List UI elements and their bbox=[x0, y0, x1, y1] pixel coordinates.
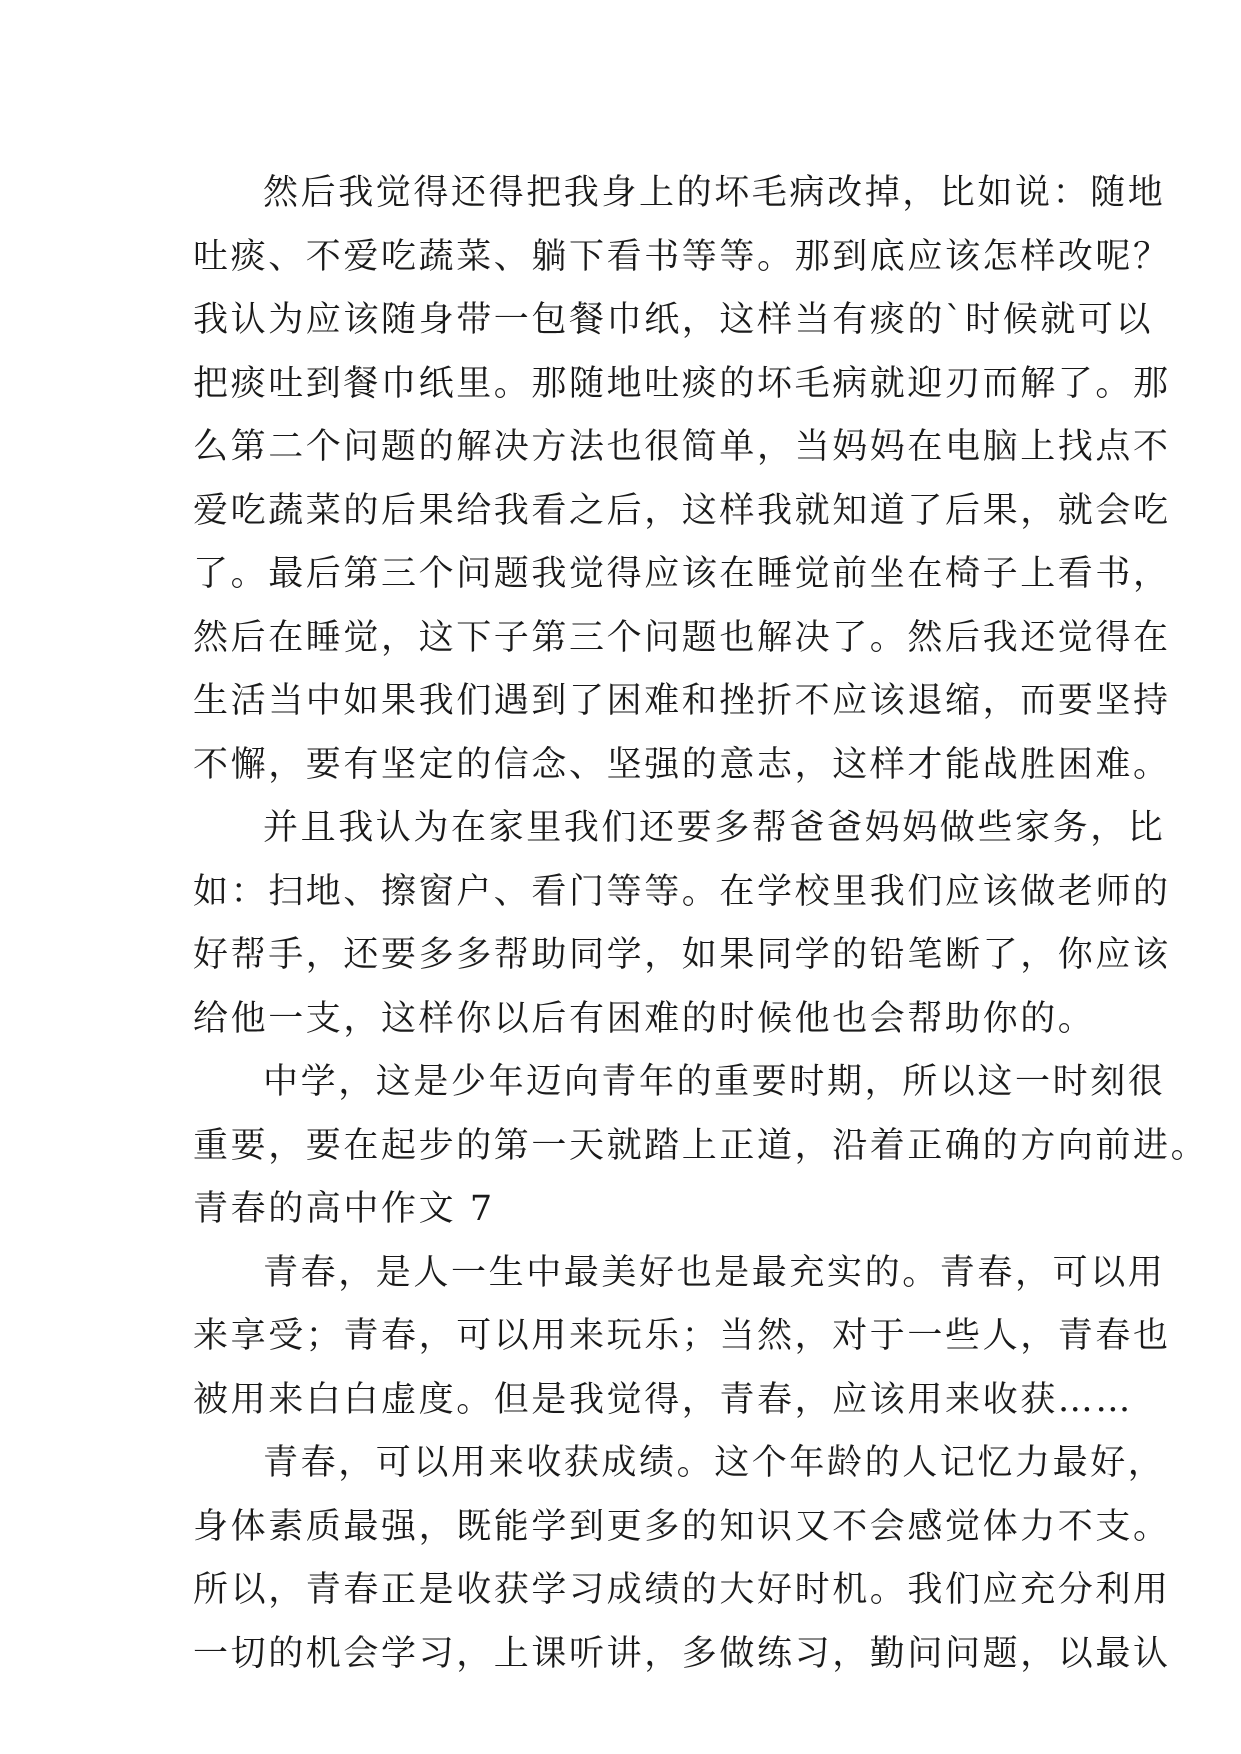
paragraph bbox=[193, 1051, 1209, 1178]
text-line: 给他一支，这样你以后有困难的时候他也会帮助你的。 bbox=[193, 998, 1096, 1039]
text-line: 来享受；青春，可以用来玩乐；当然，对于一些人，青春也 bbox=[193, 1316, 1171, 1356]
text-line: 把痰吐到餐巾纸里。那随地吐痰的坏毛病就迎刃而解了。那 bbox=[193, 363, 1171, 404]
section-heading: 青春的高中作文 7 bbox=[193, 1189, 495, 1229]
text-line: 被用来白白虚度。但是我觉得，青春，应该用来收获…… bbox=[193, 1379, 1134, 1420]
text-line: 好帮手，还要多多帮助同学，如果同学的铅笔断了，你应该 bbox=[193, 935, 1171, 975]
text-line: 么第二个问题的解决方法也很简单，当妈妈在电脑上找点不 bbox=[193, 427, 1171, 467]
text-line: 并且我认为在家里我们还要多帮爸爸妈妈做些家务，比 bbox=[263, 808, 1166, 848]
paragraph bbox=[193, 162, 1171, 797]
text-line: 青春，是人一生中最美好也是最充实的。青春，可以用 bbox=[263, 1252, 1166, 1293]
paragraph bbox=[193, 1432, 1171, 1686]
paragraph bbox=[193, 797, 1171, 1051]
text-line: 不懈，要有坚定的信念、坚强的意志，这样才能战胜困难。 bbox=[193, 744, 1171, 785]
text-line: 爱吃蔬菜的后果给我看之后，这样我就知道了后果，就会吃 bbox=[193, 490, 1171, 531]
paragraph bbox=[193, 1242, 1171, 1433]
text-line: 所以，青春正是收获学习成绩的大好时机。我们应充分利用 bbox=[193, 1570, 1171, 1610]
text-line: 中学，这是少年迈向青年的重要时期，所以这一时刻很 bbox=[263, 1062, 1166, 1102]
document-body bbox=[193, 162, 1209, 1686]
text-line: 生活当中如果我们遇到了困难和挫折不应该退缩，而要坚持 bbox=[193, 681, 1171, 721]
text-line: 我认为应该随身带一包餐巾纸，这样当有痰的`时候就可以 bbox=[193, 300, 1154, 340]
text-line: 然后我觉得还得把我身上的坏毛病改掉，比如说：随地 bbox=[263, 173, 1166, 213]
text-line: 了。最后第三个问题我觉得应该在睡觉前坐在椅子上看书， bbox=[193, 554, 1171, 594]
text-line: 吐痰、不爱吃蔬菜、躺下看书等等。那到底应该怎样改呢？ bbox=[193, 236, 1171, 277]
text-line: 然后在睡觉，这下子第三个问题也解决了。然后我还觉得在 bbox=[193, 617, 1171, 658]
text-line: 身体素质最强，既能学到更多的知识又不会感觉体力不支。 bbox=[193, 1506, 1171, 1547]
text-line: 重要，要在起步的第一天就踏上正道，沿着正确的方向前进。 bbox=[193, 1125, 1209, 1166]
text-line: 青春，可以用来收获成绩。这个年龄的人记忆力最好， bbox=[263, 1443, 1166, 1483]
text-line: 一切的机会学习，上课听讲，多做练习，勤问问题，以最认 bbox=[193, 1633, 1171, 1674]
text-line: 如：扫地、擦窗户、看门等等。在学校里我们应该做老师的 bbox=[193, 871, 1171, 912]
